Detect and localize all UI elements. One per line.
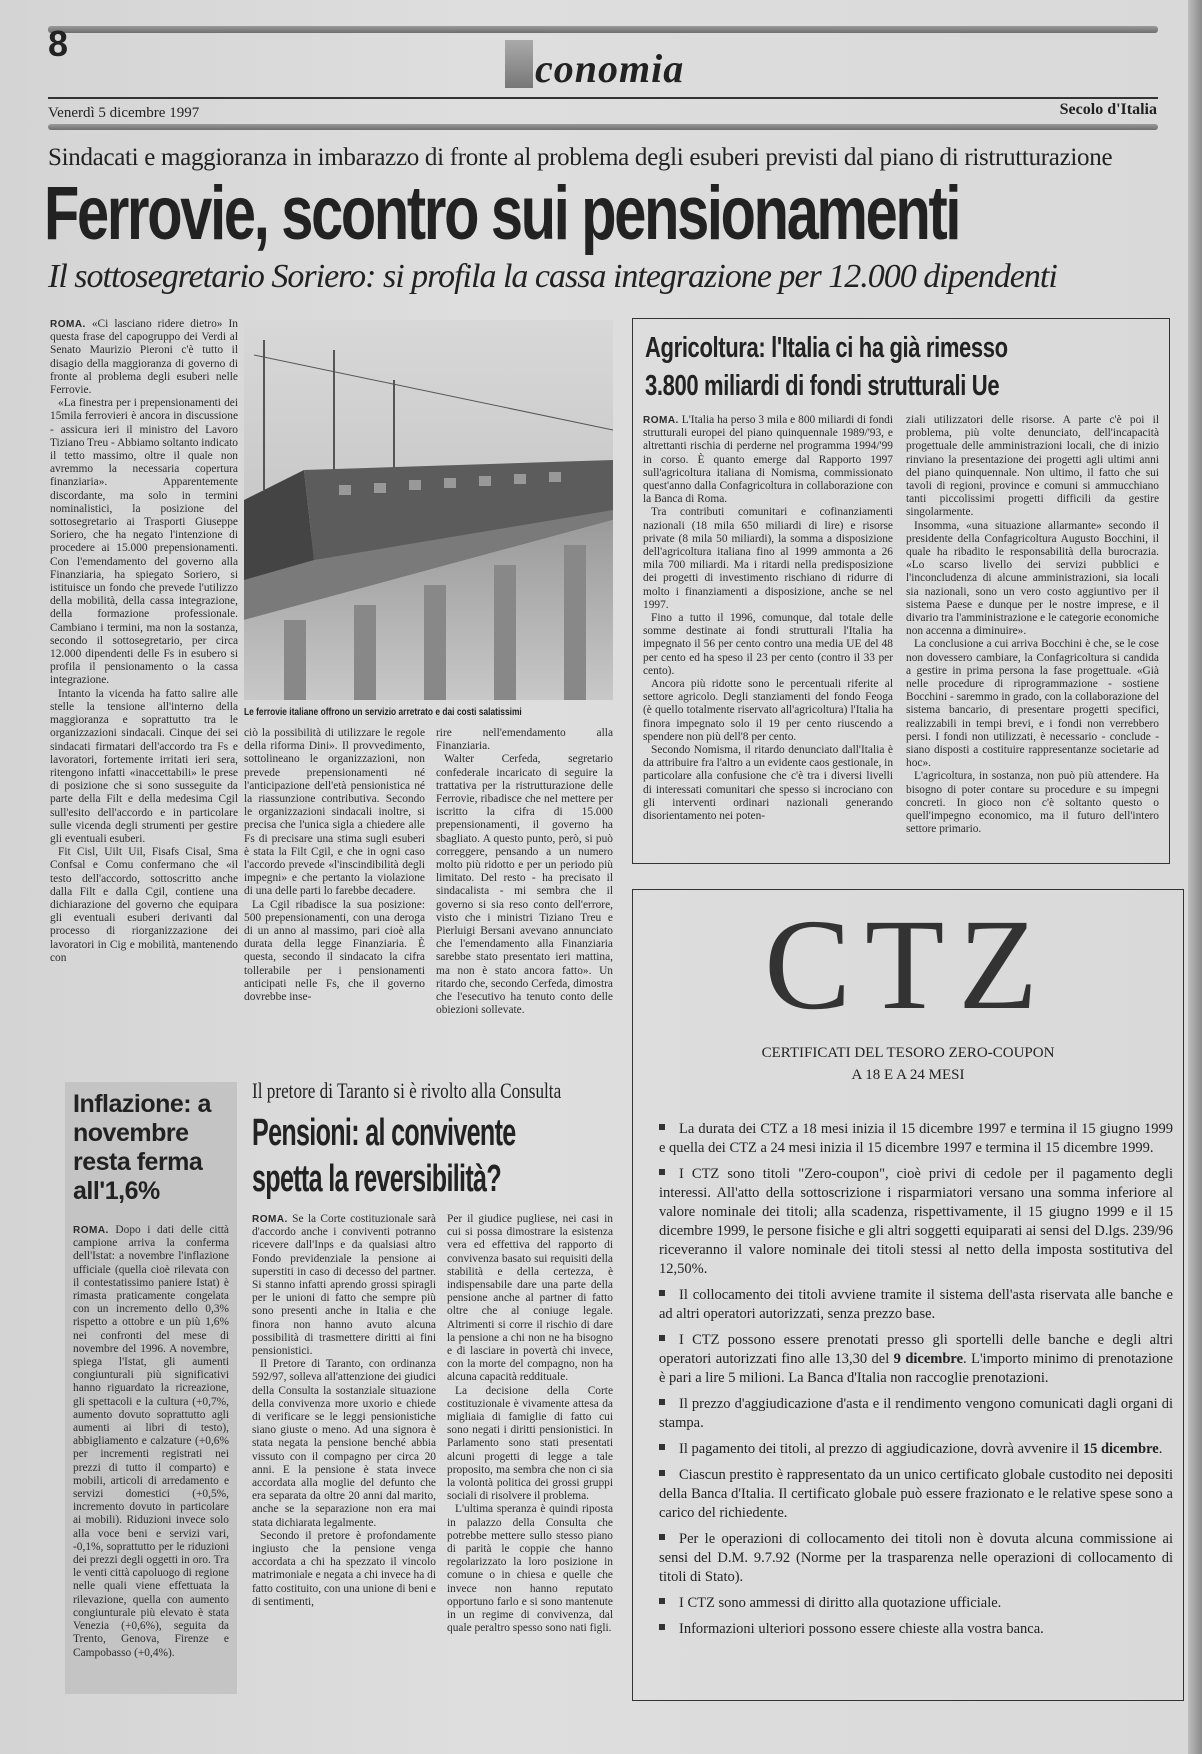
bullet-square-icon (659, 1470, 665, 1476)
page-number: 8 (48, 23, 69, 64)
paragraph: Il Pretore di Taranto, con ordinanza 592/97, solleva all'attenzione dei giudici della Consulta la sostanziale situazione della convivenza more uxorio e chiede di verificare se le leggi pensionistiche siano giuste o meno. Ad una signora è stata negata la pensione benché abbia vissuto con il compagno per circa 20 anni. E la pensione è stata invece accordata alla moglie del defunto che era separata da oltre 20 anni dal marito, anche se la separazione non era mai stata dichiarata legalmente. (252, 1358, 436, 1529)
top-rule (48, 26, 1158, 33)
paragraph: Secondo Nomisma, il ritardo denunciato dall'Italia è da attribuire fra l'altro a un evidente caos gestionale, in particolare alla confusione che c'è tra i diversi livelli di interessati comunitari che spesso si incrociano con gli interventi ordinari nazionali generando disorientamento nei poten- (643, 744, 893, 823)
ctz-bullet-item: Ciascun prestito è rappresentato da un unico certificato globale custodito nei depositi della Banca d'Italia. Il certificato globale può essere frazionato e le relative spese sono a carico del richiedente. (659, 1467, 1173, 1521)
paragraph: «La finestra per i prepensionamenti dei 15mila ferrovieri è ancora in discussione - assicura ieri il ministro del Lavoro Tiziano Treu - Abbiamo soltanto indicato il tetto massimo, oltre il quale non avremmo la necessaria copertura finanziaria». Apparentemente discordante, ma solo in termini nominalistici, la posizione del sottosegretario ai Trasporti Giuseppe Soriero, che ha negato l'intenzione di procedere ai 15.000 prepensionamenti. Con l'emendamento del governo alla Finanziaria, ha spiegato Soriero, si istituisce un fondo che prevede l'utilizzo della mobilità, della cassa integrazione, della formazione professionale. Cambiano i termini, ma non la sostanza, secondo il sottosegretario, per circa 12.000 dipendenti delle Fs in esubero si profila il pensionamento o la cassa integrazione. (50, 397, 238, 687)
train-photo (244, 320, 613, 700)
paragraph: ROMA. Se la Corte costituzionale sarà d'accordo anche i conviventi potranno ricevere dall'Inps e da qualsiasi altro Fondo previdenziale la pensione ai superstiti in caso di decesso del partner. Si stanno infatti aprendo grossi spiragli per le unioni di fatto che sempre più sono presenti anche in Italia e che finora non hanno avuto alcuna possibilità di trasmettere diritti ai fini pensionistici. (252, 1213, 436, 1358)
paragraph: Fit Cisl, Uilt Uil, Fisafs Cisal, Sma Confsal e Comu confermano che «il testo dell'accordo, sottoscritto anche dalla Filt e dalla Cgil, contiene una dichiarazione del governo che equipara gli eventuali esuberi derivanti dal processo di riorganizzazione dei lavoratori in Cig e mobilità, mantenendo con (50, 846, 238, 964)
paragraph: Ancora più ridotte sono le percentuali riferite al settore agricolo. Degli stanziamenti del fondo Feoga (è quello totalmente riservato all'agricoltura) l'Italia ha finora impegnato solo il 19 per cento riuscendo a spendere non più dell'8 per cento. (643, 678, 893, 743)
ctz-bullet-item: Per le operazioni di collocamento dei titoli non è dovuta alcuna commissione ai sensi del D.M. 9.7.92 (Norme per la trasparenza nelle operazioni di collocamento di titoli di Stato). (659, 1531, 1173, 1585)
lead-headline: Ferrovie, scontro sui pensionamenti (44, 171, 960, 256)
lead-column-2 (244, 727, 425, 1063)
train-bridge-image (244, 320, 613, 700)
inflazione-headline: Inflazione: a novembre resta ferma all'1,6% (73, 1090, 211, 1205)
paragraph: L'agricoltura, in sostanza, non può più attendere. Ha bisogno di poter contare su procedure e su impegni concreti. In gioco non c'è soltanto questo o quell'impegno economico, ma il futuro dell'intero settore primario. (906, 770, 1159, 836)
pensioni-column-2 (447, 1213, 613, 1695)
agricoltura-article-box (632, 318, 1170, 864)
pensioni-headline: Pensioni: al convivente spetta la reversibilità? (252, 1112, 516, 1200)
paragraph: rire nell'emendamento alla Finanziaria. (436, 727, 613, 753)
ctz-bullet-list (659, 1120, 1173, 1646)
ctz-bullet-item: I CTZ possono essere prenotati presso gli sportelli delle banche e degli altri operatori autorizzati fino alle 13,30 del 9 dicembre. L'importo minimo di prenotazione è pari a lire 5 milioni. La Banca d'Italia non raccoglie prenotazioni. (659, 1332, 1173, 1386)
inflazione-body (73, 1224, 229, 1664)
section-initial-block (505, 40, 533, 88)
pensioni-column-1 (252, 1213, 436, 1695)
bullet-square-icon (659, 1335, 665, 1341)
bullet-square-icon (659, 1290, 665, 1296)
agricoltura-column-1 (643, 414, 893, 854)
agricoltura-headline: Agricoltura: l'Italia ci ha già rimesso 3.800 miliardi di fondi strutturali Ue (645, 332, 1008, 402)
section-title (505, 40, 684, 94)
paragraph: Insomma, «una situazione allarmante» secondo il presidente della Confagricoltura Augusto Bocchini, il quale ha ribadito le responsabilità della burocrazia. «Lo scarso livello dei servizi pubblici e l'inconcludenza di alcune amministrazioni, sia locali sia nazionali, sono un vero costo aggiuntivo per il sistema Paese e dunque per le nostre imprese, e il divario tra l'amministrazione e le categorie economiche non accenna a diminuire». (906, 519, 1159, 638)
ctz-bullet-item: Informazioni ulteriori possono essere chieste alla vostra banca. (659, 1620, 1173, 1639)
agricoltura-column-2 (906, 414, 1159, 854)
paragraph: La Cgil ribadisce la sua posizione: 500 prepensionamenti, con una deroga di un anno al massimo, pari cioè alla durata della legge Finanziaria. È questa, secondo il sindacato la cifra tollerabile per i pensionamenti anticipati nelle Fs, che il governo dovrebbe inse- (244, 898, 425, 1004)
inflazione-article-box (65, 1082, 237, 1694)
section-title-text: conomia (535, 46, 685, 91)
bullet-square-icon (659, 1624, 665, 1630)
paragraph: ziali utilizzatori delle risorse. A parte c'è poi il problema, più volte denunciato, dell'incapacità progettuale delle amministrazioni locali, che di inizio rinviano la presentazione dei progetti agli ultimi anni del piano quinquennale. Non ultimo, il fatto che sui tavoli di regioni, province e comuni si ammucchiano tanti piccolissimi progetti difficili da gestire singolarmente. (906, 414, 1159, 519)
ctz-bullet-item: Il prezzo d'aggiudicazione d'asta e il rendimento vengono comunicati dagli organi di stampa. (659, 1396, 1173, 1431)
dateline: ROMA. (252, 1214, 288, 1225)
bullet-square-icon (659, 1169, 665, 1175)
ctz-subtitle: CERTIFICATI DEL TESORO ZERO-COUPON A 18 E A 24 MESI (761, 1045, 1055, 1083)
pensioni-kicker: Il pretore di Taranto si è rivolto alla Consulta (252, 1078, 562, 1103)
paragraph: Intanto la vicenda ha fatto salire alle stelle la tensione all'interno della maggioranza e soprattutto tra le organizzazioni sindacali. Cinque dei sei sindacati firmatari dell'accordo tra Fs e lavoratori, fortemente irritati ieri sera, ritengono infatti «inaccettabili» le prese di posizione che si sono susseguite da parte della Filt e della medesima Cgil sull'esito dell'accordo e in particolare sulle vicenda degli strumenti per gestire gli eventuali esuberi. (50, 687, 238, 845)
paragraph: ROMA. Dopo i dati delle città campione arriva la conferma dell'Istat: a novembre l'inflazione ufficiale (quella cioè rilevata con il contestatissimo paniere Istat) è rimasta praticamente congelata con un incremento dello 0,3% rispetto a ottobre e un più 1,6% nei confronti del mese di novembre del 1996. A novembre, spiega l'Istat, gli aumenti congiunturali più significativi hanno riguardato la ricreazione, gli spettacoli e la cultura (+0,7%, aumento dovuto soprattutto agli aumenti ai libri di testo), abbigliamento e calzature (+0,6% per incrementi registrati nei prezzi di tutto il comparto) e mobili, articoli di arredamento e servizi domestici (+0,5%, incremento dovuto in particolare ai mobili). Riduzioni invece solo alla voce beni e servizi vari, -0,1%, soprattutto per le riduzioni dei prezzi degli oggetti in oro. Tra le venti città capoluogo di regione nelle quali viene effettuata la rilevazione, quella con aumento congiunturale più elevato è stata Venezia (+0,6%), seguita da Trento, Genova, Firenze e Campobasso (+0,4%). (73, 1224, 229, 1659)
bullet-square-icon (659, 1444, 665, 1450)
paragraph: Secondo il pretore è profondamente ingiusto che la pensione venga accordata a chi ha spezzato il vincolo matrimoniale e negata a chi invece ha di fatto costituito, con una unione di beni e di sentimenti, (252, 1529, 436, 1608)
paragraph: ciò la possibilità di utilizzare le regole della riforma Dini». Il provvedimento, sottolineano le organizzazioni, non prevede prepensionamenti né l'anticipazione dell'età pensionistica né la riassunzione contributiva. Secondo le organizzazioni sindacali inoltre, si precisa che l'unica sigla a chiedere alle Fs di precisare una stima sugli esuberi è stata la Filt Cgil, e che in ogni caso l'accordo prevede «l'inscindibilità degli impegni» e che pertanto la violazione di una delle parti lo farebbe decadere. (244, 727, 425, 898)
issue-date: Venerdì 5 dicembre 1997 (48, 105, 200, 121)
page-edge-shadow (1188, 0, 1202, 1754)
masthead-bottom-rule (48, 124, 1158, 130)
paragraph: La decisione della Corte costituzionale è vivamente attesa da migliaia di famiglie di fatto cui sono negati i diritti pensionistici. In Parlamento sono stati presentati alcuni progetti di legge a tale proposito, ma sembra che non ci sia la volontà politica dei grossi gruppi sociali di risolvere il problema. (447, 1384, 613, 1503)
bullet-square-icon (659, 1598, 665, 1604)
dateline: ROMA. (73, 1225, 109, 1236)
lead-column-3 (436, 727, 613, 1063)
dateline: ROMA. (50, 319, 86, 330)
paragraph: Tra contributi comunitari e cofinanziamenti nazionali (18 mila 650 miliardi di lire) e risorse private (8 mila 50 miliardi), la somma a disposizione dell'agricoltura italiana fino al 1999 ammonta a 26 mila 700 miliardi. Ma i ritardi nella predisposizione dei progetti di investimento rischiano di ridurre di molto i finanziamenti a disposizione, anche se nel 1997. (643, 506, 893, 611)
ctz-bullet-item: I CTZ sono ammessi di diritto alla quotazione ufficiale. (659, 1594, 1173, 1613)
photo-caption: Le ferrovie italiane offrono un servizio arretrato e dai costi salatissimi (244, 706, 522, 718)
ctz-title: CTZ (764, 893, 1052, 1037)
paragraph: L'ultima speranza è quindi riposta in palazzo della Consulta che potrebbe mettere sullo stesso piano di parità le coppie che hanno regolarizzato la loro posizione in comune o in chiesa e quelle che invece non hanno reputato opportuno farlo e si sono mantenute in un regime di convivenza, dal quale peraltro spesso sono nati figli. (447, 1503, 613, 1635)
paragraph: Fino a tutto il 1996, comunque, dal totale delle somme destinate ai fondi strutturali l'Italia ha impegnato il 56 per cento contro una media UE del 48 per cento ed ha speso il 23 per cento (contro il 33 per cento). (643, 612, 893, 677)
paragraph: Per il giudice pugliese, nei casi in cui si possa dimostrare la esistenza vera ed effettiva del rapporto di convivenza basato sui requisiti della stabilità e della certezza, è indispensabile dare una parte della pensione anche al partner di fatto oltre che al coniuge legale. Altrimenti si corre il rischio di dare la pensione a chi non ne ha bisogno e di lasciare in povertà chi invece, con la morte del compagno, non ha alcuna capacità reddituale. (447, 1213, 613, 1384)
ctz-advertisement (632, 889, 1184, 1701)
paragraph: ROMA. L'Italia ha perso 3 mila e 800 miliardi di fondi strutturali europei del piano quinquennale 1989/'93, e altrettanti rischia di perderne nel programma 1994/'99 in corso. È quanto emerge dal Rapporto 1997 sull'agricoltura italiana di Nomisma, commissionato quest'anno dalla Confagricoltura in collaborazione con la Banca di Roma. (643, 414, 893, 506)
dateline: ROMA. (643, 415, 679, 426)
paragraph: Walter Cerfeda, segretario confederale incaricato di seguire la trattativa per la ristrutturazione delle Ferrovie, ribadisce che nel mettere per iscritto la cifra di 15.000 prepensionamenti, il governo ha sbagliato. A questo punto, però, si può correggere, pensando a un numero molto più ridotto e per un periodo più limitato. Del resto - ha precisato il sindacalista - mi sembra che il governo si sia reso conto dell'errore, visto che i ministri Tiziano Treu e Pierluigi Bersani avevano annunciato che l'emendamento alla Finanziaria sarebbe stato presentato ieri mattina, ma non è stato ancora fatto». Un ritardo che, secondo Cerfeda, dimostra che l'esecutivo ha tenuto conto delle obiezioni sollevate. (436, 753, 613, 1017)
lead-kicker: Sindacati e maggioranza in imbarazzo di fronte al problema degli esuberi previsti dal piano di ristrutturazione (48, 144, 1113, 171)
bullet-square-icon (659, 1399, 665, 1405)
bullet-square-icon (659, 1534, 665, 1540)
masthead-rule (48, 97, 1158, 99)
ctz-bullet-item: Il pagamento dei titoli, al prezzo di aggiudicazione, dovrà avvenire il 15 dicembre. (659, 1440, 1173, 1459)
ctz-bullet-item: Il collocamento dei titoli avviene tramite il sistema dell'asta riservata alle banche e ad altri operatori autorizzati, senza prezzo base. (659, 1287, 1173, 1322)
newspaper-name: Secolo d'Italia (1059, 101, 1157, 118)
paragraph: La conclusione a cui arriva Bocchini è che, se le cose non dovessero cambiare, la Confagricoltura si candida a gestire in prima persona la fase progettuale. «Già nelle procedure di riprogrammazione - sostiene Bocchini - saremmo in grado, con la collaborazione del sistema bancario, di presentare progetti specifici, realizzabili in tempi brevi, e i fondi non verrebbero persi. I fondi non utilizzati, è necessario - conclude - siano disposti a costituire rappresentanze societarie ad hoc». (906, 638, 1159, 770)
paragraph: ROMA. «Ci lasciano ridere dietro» In questa frase del capogruppo dei Verdi al Senato Maurizio Pieroni c'è tutto il disagio della maggioranza di governo di fronte al problema degli esuberi nelle Ferrovie. (50, 318, 238, 397)
lead-subhead: Il sottosegretario Soriero: si profila la cassa integrazione per 12.000 dipendenti (48, 258, 1057, 295)
lead-column-1 (50, 318, 238, 1063)
ctz-bullet-item: La durata dei CTZ a 18 mesi inizia il 15 dicembre 1997 e termina il 15 giugno 1999 e quella dei CTZ a 24 mesi inizia il 15 dicembre 1997 e termina il 15 dicembre 1999. (659, 1121, 1173, 1156)
bullet-square-icon (659, 1124, 665, 1130)
ctz-bullet-item: I CTZ sono titoli "Zero-coupon", cioè privi di cedole per il pagamento degli interessi. All'atto della sottoscrizione i risparmiatori versano una somma inferiore al valore nominale dei titoli; alla scadenza, rispettivamente, il 15 giugno 1999 e il 15 dicembre 1999, le persone fisiche e gli altri soggetti equiparati ai sensi del D.lgs. 239/96 riceveranno il valore nominale dei titoli stessi al netto della imposta sostitutiva del 12,50%. (659, 1166, 1173, 1277)
